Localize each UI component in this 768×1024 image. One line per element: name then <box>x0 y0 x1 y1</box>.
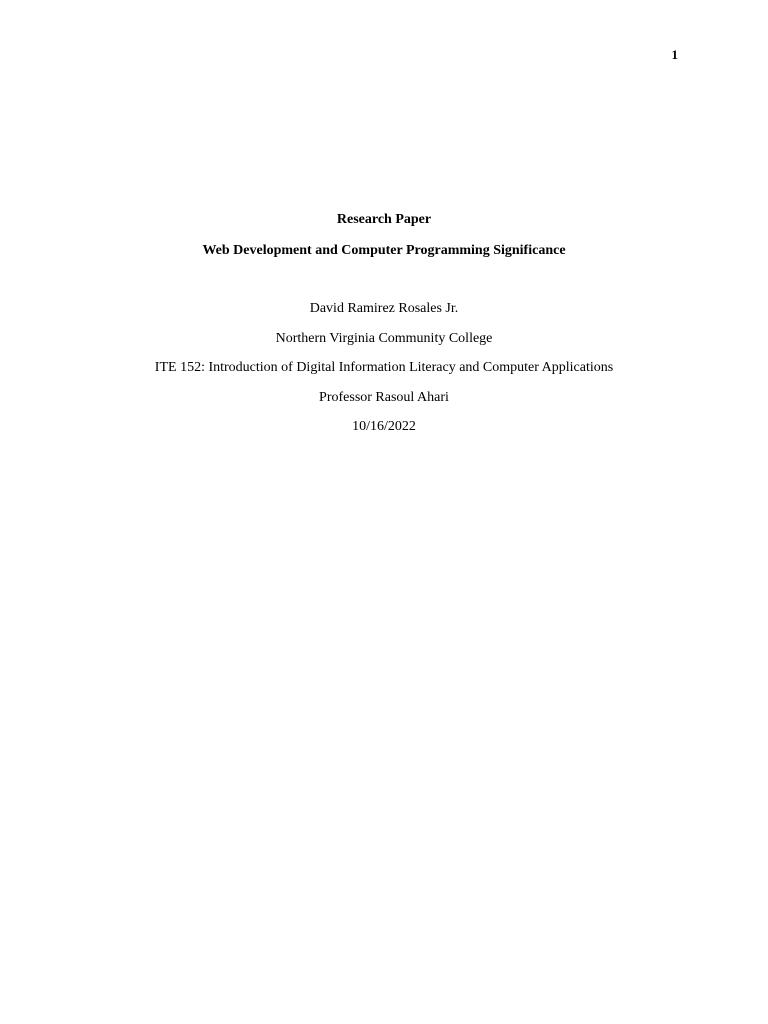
institution-name: Northern Virginia Community College <box>275 330 493 346</box>
instructor-name: Professor Rasoul Ahari <box>319 389 449 405</box>
submission-date: 10/16/2022 <box>352 419 416 434</box>
paper-title: Web Development and Computer Programming Significance <box>202 243 566 258</box>
author-info-block <box>0 300 768 448</box>
paper-label: Research Paper <box>336 212 432 227</box>
author-name: David Ramirez Rosales Jr. <box>309 301 459 316</box>
title-block <box>0 211 768 260</box>
course-name: ITE 152: Introduction of Digital Information Literacy and Computer Applications <box>154 360 614 375</box>
page-number: 1 <box>671 47 678 62</box>
